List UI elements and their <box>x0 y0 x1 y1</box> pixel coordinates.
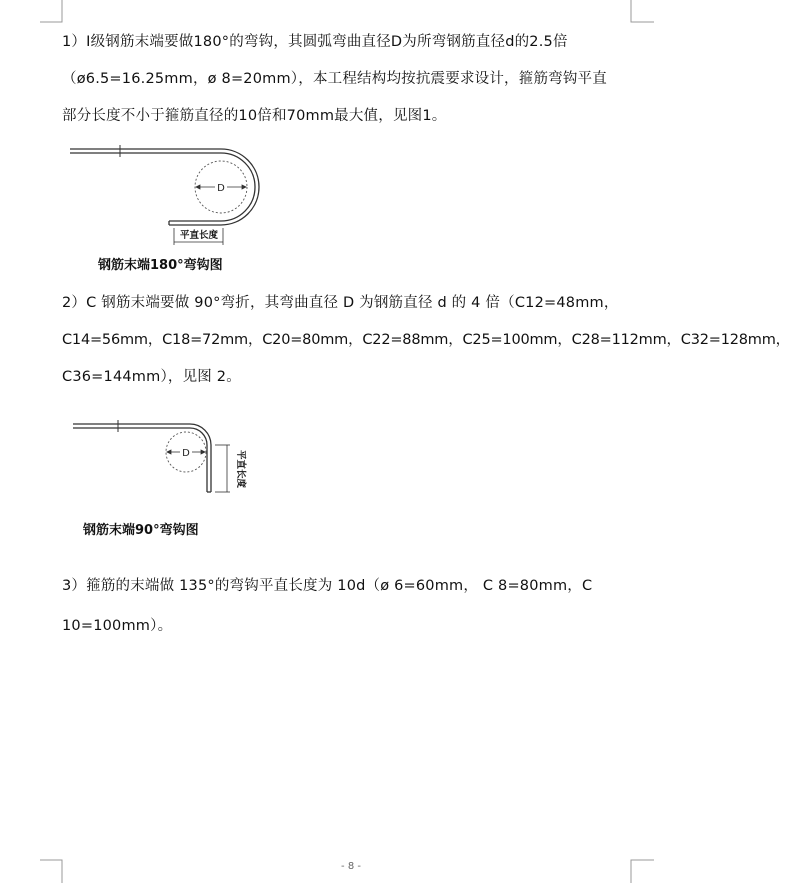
crop-mark-top-left <box>40 0 64 24</box>
paragraph-2-line-3: C36=144mm），见图 2。 <box>62 369 241 385</box>
paragraph-1-line-2: （ø6.5=16.25mm，ø 8=20mm），本工程结构均按抗震要求设计，箍筋弯钩平直 <box>62 71 607 87</box>
crop-mark-top-right <box>630 0 654 24</box>
figure-1-caption: 钢筋末端180°弯钩图 <box>98 258 223 273</box>
paragraph-1-line-1: 1）I级钢筋末端要做180°的弯钩，其圆弧弯曲直径D为所弯钢筋直径d的2.5倍 <box>62 34 568 50</box>
paragraph-3-line-1: 3）箍筋的末端做 135°的弯钩平直长度为 10d（ø 6=60mm， C 8=80mm，C <box>62 578 593 594</box>
page-number: - 8 - <box>341 861 361 872</box>
paragraph-2-line-1: 2）C 钢筋末端要做 90°弯折，其弯曲直径 D 为钢筋直径 d 的 4 倍（C12=48mm， <box>62 295 619 311</box>
paragraph-3 <box>62 566 642 646</box>
figure-2-caption: 钢筋末端90°弯钩图 <box>83 523 199 538</box>
diameter-label: D <box>182 448 190 459</box>
rebar-90-hook <box>73 424 211 492</box>
paragraph-2-line-2: C14=56mm，C18=72mm，C20=80mm，C22=88mm，C25=100mm，C28=112mm，C32=128mm， <box>62 332 790 348</box>
length-dimension <box>215 445 230 492</box>
paragraph-1-line-3: 部分长度不小于箍筋直径的10倍和70mm最大值，见图1。 <box>62 108 447 124</box>
figure-180-hook <box>66 140 276 250</box>
length-label: 平直长度 <box>179 230 219 241</box>
paragraph-2 <box>62 285 790 396</box>
figure-90-hook <box>70 416 250 502</box>
paragraph-3-line-2: 10=100mm）。 <box>62 618 173 634</box>
diameter-label: D <box>217 183 225 194</box>
length-label: 平直长度 <box>235 449 246 489</box>
paragraph-1 <box>62 24 642 135</box>
